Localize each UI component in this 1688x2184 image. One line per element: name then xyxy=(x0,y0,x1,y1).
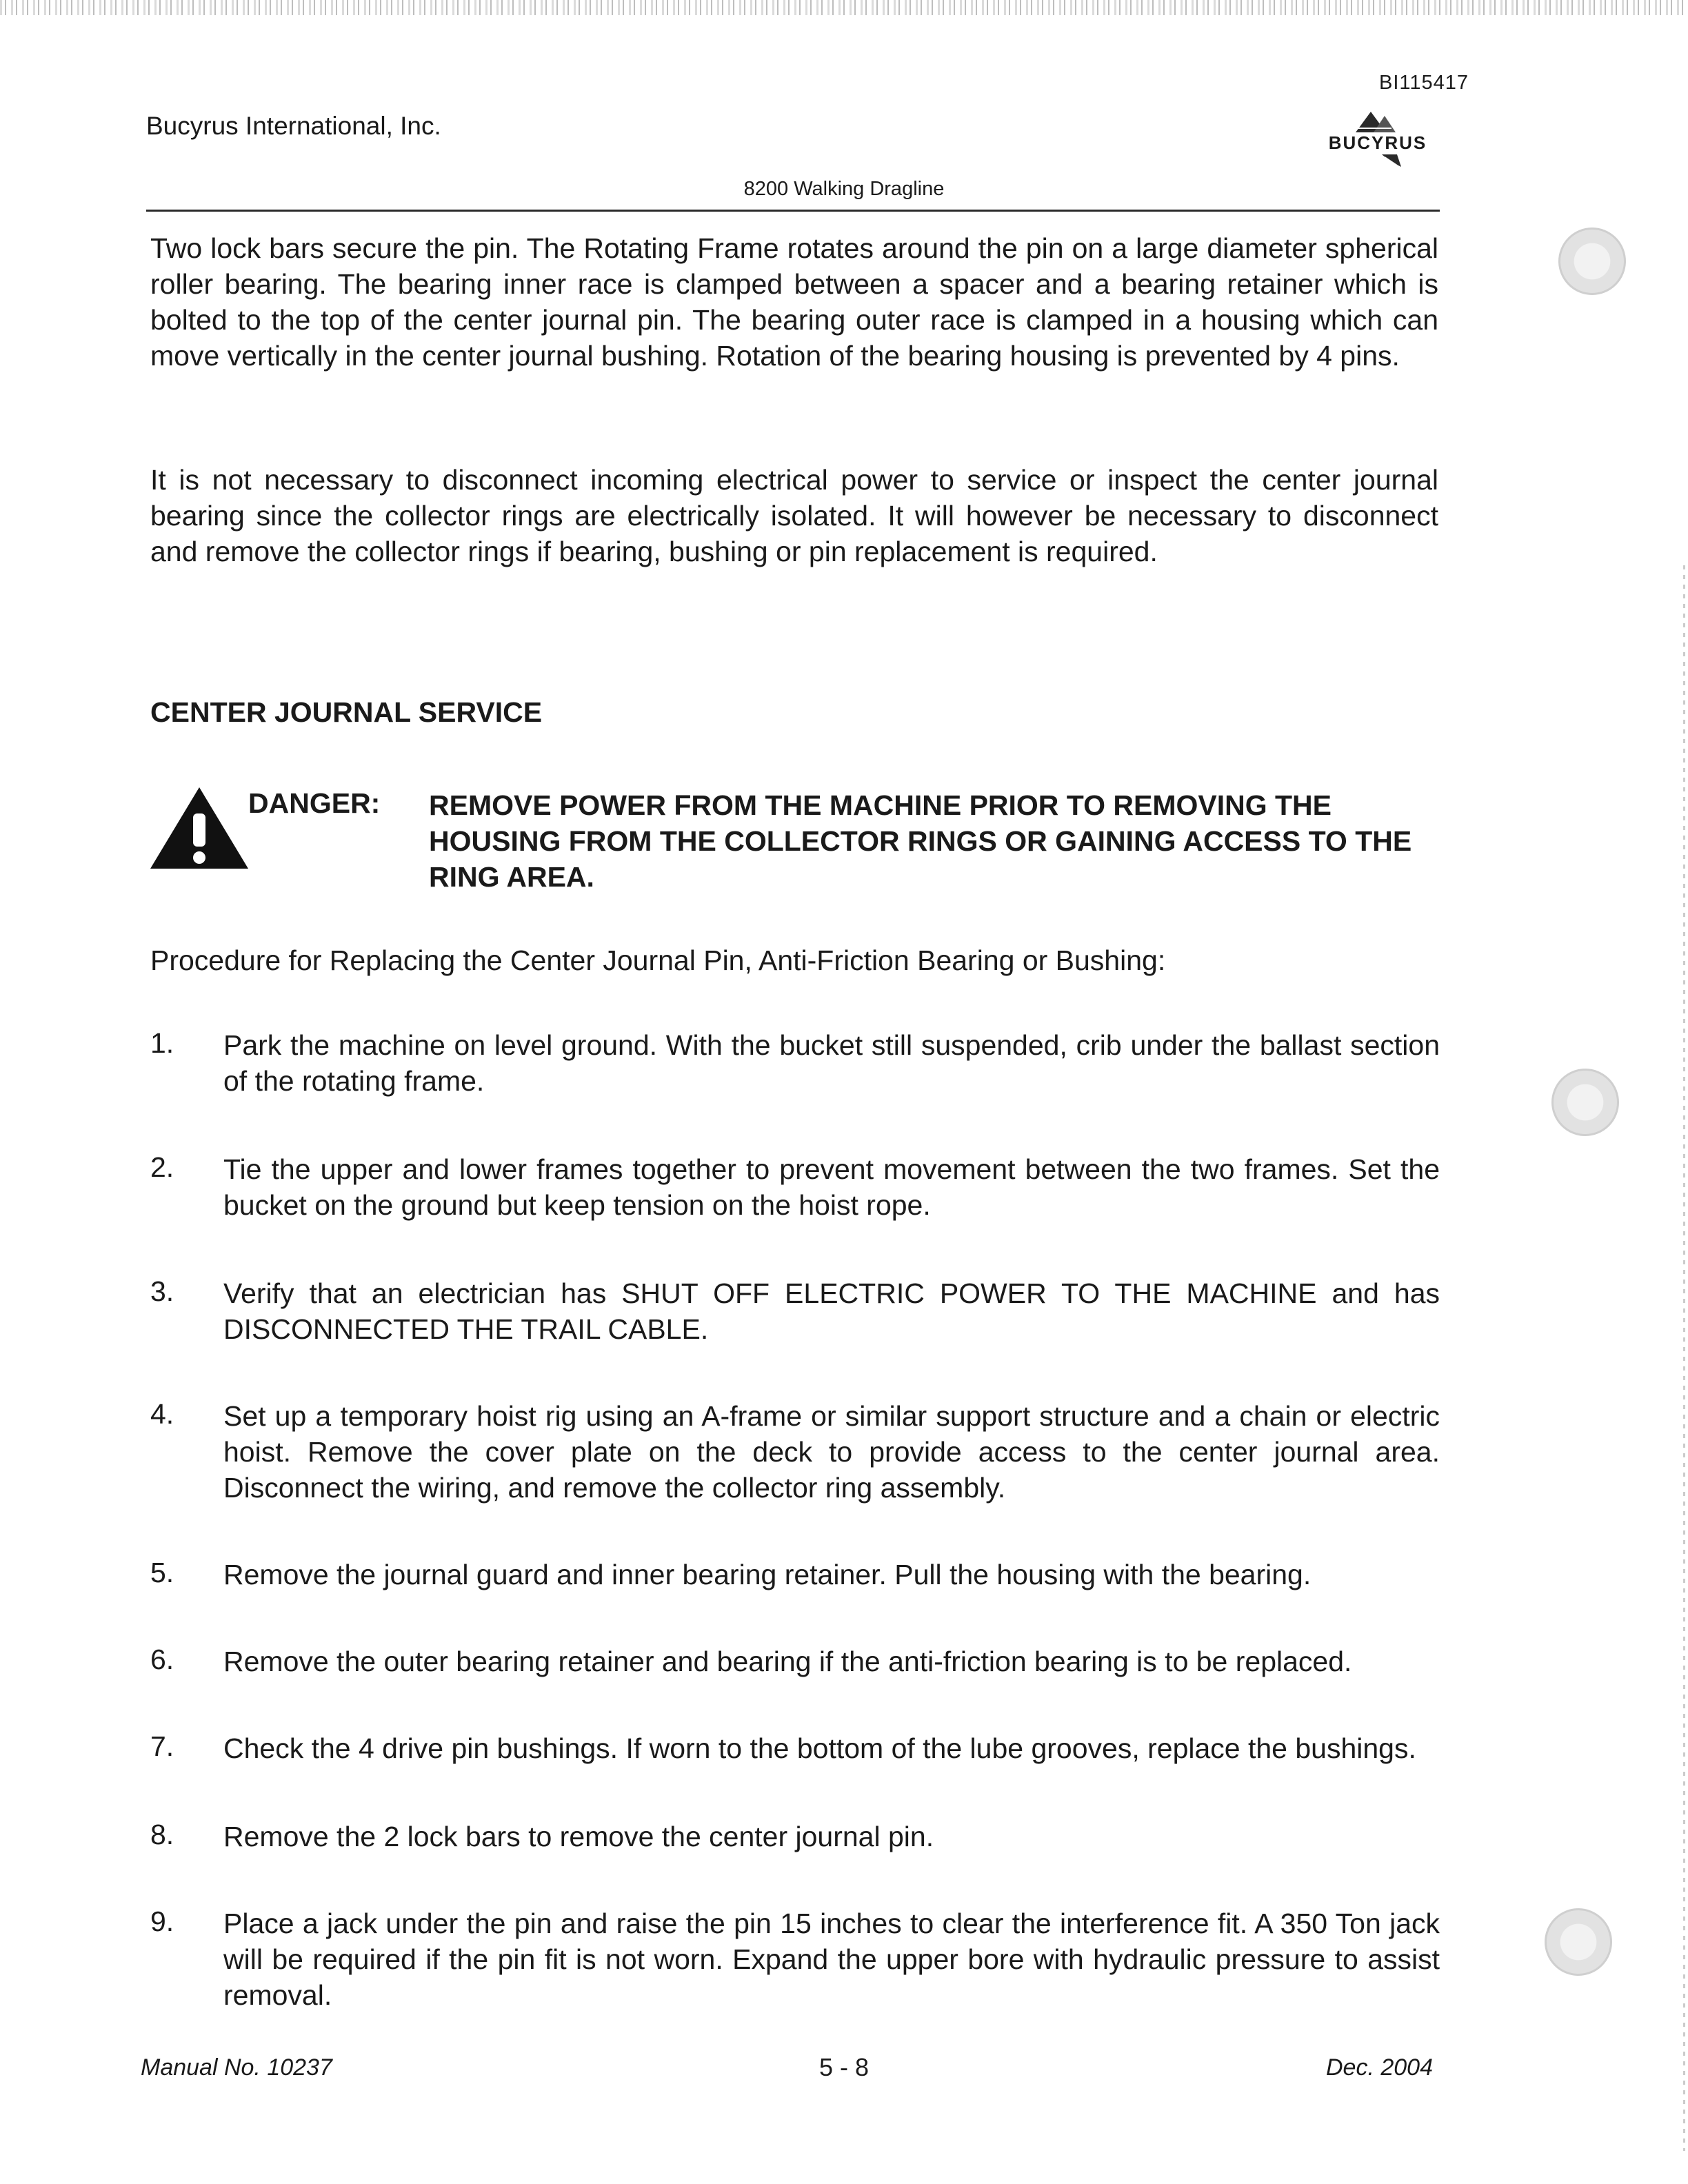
step-number: 3. xyxy=(150,1275,174,1307)
punch-hole-bottom xyxy=(1545,1908,1612,1976)
step-text: Verify that an electrician has SHUT OFF ELECTRIC POWER TO THE MACHINE and has DISCONNECTED THE TRAIL CABLE. xyxy=(223,1277,1440,1345)
section-heading: CENTER JOURNAL SERVICE xyxy=(150,696,543,728)
step-text: Set up a temporary hoist rig using an A-frame or similar support structure and a chain or electric hoist. Remove the cover plate on the deck to provide access to the center journal area. Disconnect the wiring, and remove the collector ring assembly. xyxy=(223,1400,1440,1504)
step-text: Remove the outer bearing retainer and bearing if the anti-friction bearing is to be replaced. xyxy=(223,1646,1352,1677)
page-number: 5 - 8 xyxy=(818,2053,870,2081)
machine-title: 8200 Walking Dragline xyxy=(743,178,945,200)
step-text: Place a jack under the pin and raise the pin 15 inches to clear the interference fit. A 350 Ton jack will be required if the pin fit is not worn. Expand the upper bore with hydraulic pressure to assist removal. xyxy=(223,1908,1440,2011)
step-number: 1. xyxy=(150,1027,174,1059)
company-name: Bucyrus International, Inc. xyxy=(146,112,441,140)
step-number: 6. xyxy=(150,1644,174,1675)
scan-artifact-top xyxy=(0,0,1688,15)
document-id: BI115417 xyxy=(1379,72,1469,94)
bucyrus-logo xyxy=(1316,109,1440,185)
step-text: Remove the journal guard and inner bearing retainer. Pull the housing with the bearing. xyxy=(223,1559,1312,1590)
punch-hole-middle xyxy=(1551,1069,1619,1136)
intro-paragraph: Two lock bars secure the pin. The Rotating Frame rotates around the pin on a large diameter spherical roller bearing. The bearing inner race is clamped between a spacer and a bearing retainer which is bolted to the top of the center journal pin. The bearing outer race is clamped in a housing which can move vertically in the center journal bushing. Rotation of the bearing housing is prevented by 4 pins. xyxy=(150,232,1438,372)
step-number: 4. xyxy=(150,1398,174,1430)
scan-artifact-right xyxy=(1683,565,1685,2151)
manual-number: Manual No. 10237 xyxy=(141,2054,332,2081)
step-number: 8. xyxy=(150,1819,174,1850)
logo-wordmark: BUCYRUS xyxy=(1328,132,1427,153)
revision-date: Dec. 2004 xyxy=(1326,2054,1433,2081)
step-number: 7. xyxy=(150,1730,174,1762)
step-number: 9. xyxy=(150,1905,174,1937)
header-rule xyxy=(146,210,1440,212)
power-paragraph: It is not necessary to disconnect incoming electrical power to service or inspect the center journal bearing since the collector rings are electrically isolated. It will however be necessary to disconnect and remove the collector rings if bearing, bushing or pin replacement is required. xyxy=(150,464,1438,567)
step-text: Check the 4 drive pin bushings. If worn to the bottom of the lube grooves, replace the bushings. xyxy=(223,1732,1416,1764)
step-number: 5. xyxy=(150,1557,174,1588)
step-number: 2. xyxy=(150,1151,174,1183)
step-text: Tie the upper and lower frames together to prevent movement between the two frames. Set the bucket on the ground but keep tension on the hoist rope. xyxy=(223,1153,1440,1221)
step-text: Park the machine on level ground. With the bucket still suspended, crib under the ballast section of the rotating frame. xyxy=(223,1029,1440,1097)
step-text: Remove the 2 lock bars to remove the center journal pin. xyxy=(223,1821,934,1852)
danger-message: REMOVE POWER FROM THE MACHINE PRIOR TO REMOVING THE HOUSING FROM THE COLLECTOR RINGS OR GAINING ACCESS TO THE RING AREA. xyxy=(429,789,1412,893)
punch-hole-top xyxy=(1558,228,1626,295)
procedure-intro: Procedure for Replacing the Center Journal Pin, Anti-Friction Bearing or Bushing: xyxy=(150,944,1166,976)
danger-warning-icon xyxy=(149,786,250,871)
danger-label: DANGER: xyxy=(248,787,381,819)
